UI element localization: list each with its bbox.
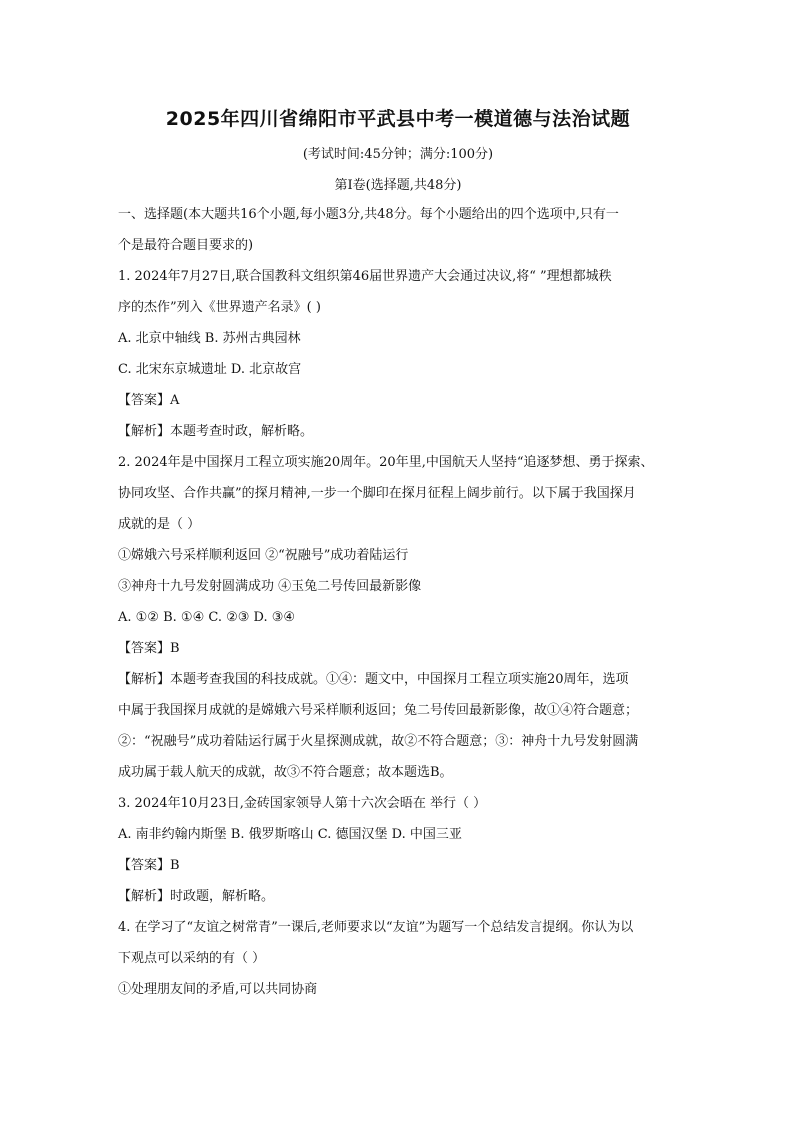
question-stem-line: 1. 2024年7月27日,联合国教科文组织第46届世界遗产大会通过决议,将“ ”理想都城秩 [118,269,612,284]
option-line: A. ①② B. ①④ C. ②③ D. ③④ [118,610,296,625]
option-line: ①嫦娥六号采样顺利返回 ②“祝融号”成功着陆运行 [118,548,409,563]
answer-line: 【答案】A [118,393,180,408]
instructions [118,199,678,261]
option-line: A. 南非约翰内斯堡 B. 俄罗斯喀山 C. 德国汉堡 D. 中国三亚 [118,827,462,842]
question-stem-line: 3. 2024年10月23日,金砖国家领导人第十六次会晤在 举行（ ） [118,796,487,811]
analysis-line: 【解析】本题考查时政，解析略。 [118,424,314,439]
question-stem-line: 协同攻坚、合作共赢”的探月精神,一步一个脚印在探月征程上阔步前行。以下属于我国探月 [118,486,636,501]
option-line: C. 北宋东京城遗址 D. 北京故宫 [118,362,302,377]
question-stem-line: 下观点可以采纳的有（ ） [118,951,266,966]
instruction-line: 个是最符合题目要求的) [118,238,254,253]
exam-subtitle: (考试时间:45分钟；满分:100分) [302,147,494,162]
analysis-line: 成功属于载人航天的成就，故③不符合题意；故本题选B。 [118,765,453,780]
option-line: ③神舟十九号发射圆满成功 ④玉兔二号传回最新影像 [118,579,422,594]
answer-line: 【答案】B [118,641,180,656]
exam-title: 2025年四川省绵阳市平武县中考一模道德与法治试题 [165,108,631,130]
question-stem-line: 成就的是（ ） [118,517,201,532]
analysis-line: ②：“祝融号”成功着陆运行属于火星探测成就，故②不符合题意；③：神舟十九号发射圆满 [118,734,639,749]
section-title: 第Ⅰ卷(选择题,共48分) [334,178,462,193]
question-stem-line: 序的杰作”列入《世界遗产名录》( ) [118,300,321,315]
analysis-line: 中属于我国探月成就的是嫦娥六号采样顺利返回；兔二号传回最新影像，故①④符合题意； [118,703,639,718]
question-1 [118,261,678,447]
option-line: ①处理朋友间的矛盾,可以共同协商 [118,982,318,997]
question-3 [118,788,678,912]
analysis-line: 【解析】本题考查我国的科技成就。①④：题文中，中国探月工程立项实施20周年，选项 [118,672,629,687]
analysis-line: 【解析】时政题，解析略。 [118,889,275,904]
instruction-line: 一、选择题(本大题共16个小题,每小题3分,共48分。每个小题给出的四个选项中,只有一 [118,207,619,222]
question-stem-line: 2. 2024年是中国探月工程立项实施20周年。20年里,中国航天人坚持“追逐梦想、勇于探索、 [118,455,654,470]
question-stem-line: 4. 在学习了“友谊之树常青”一课后,老师要求以“友谊”为题写一个总结发言提纲。你认为以 [118,920,634,935]
question-2 [118,447,678,788]
option-line: A. 北京中轴线 B. 苏州古典园林 [118,331,301,346]
question-4 [118,912,678,1005]
answer-line: 【答案】B [118,858,180,873]
exam-page [118,96,678,1005]
